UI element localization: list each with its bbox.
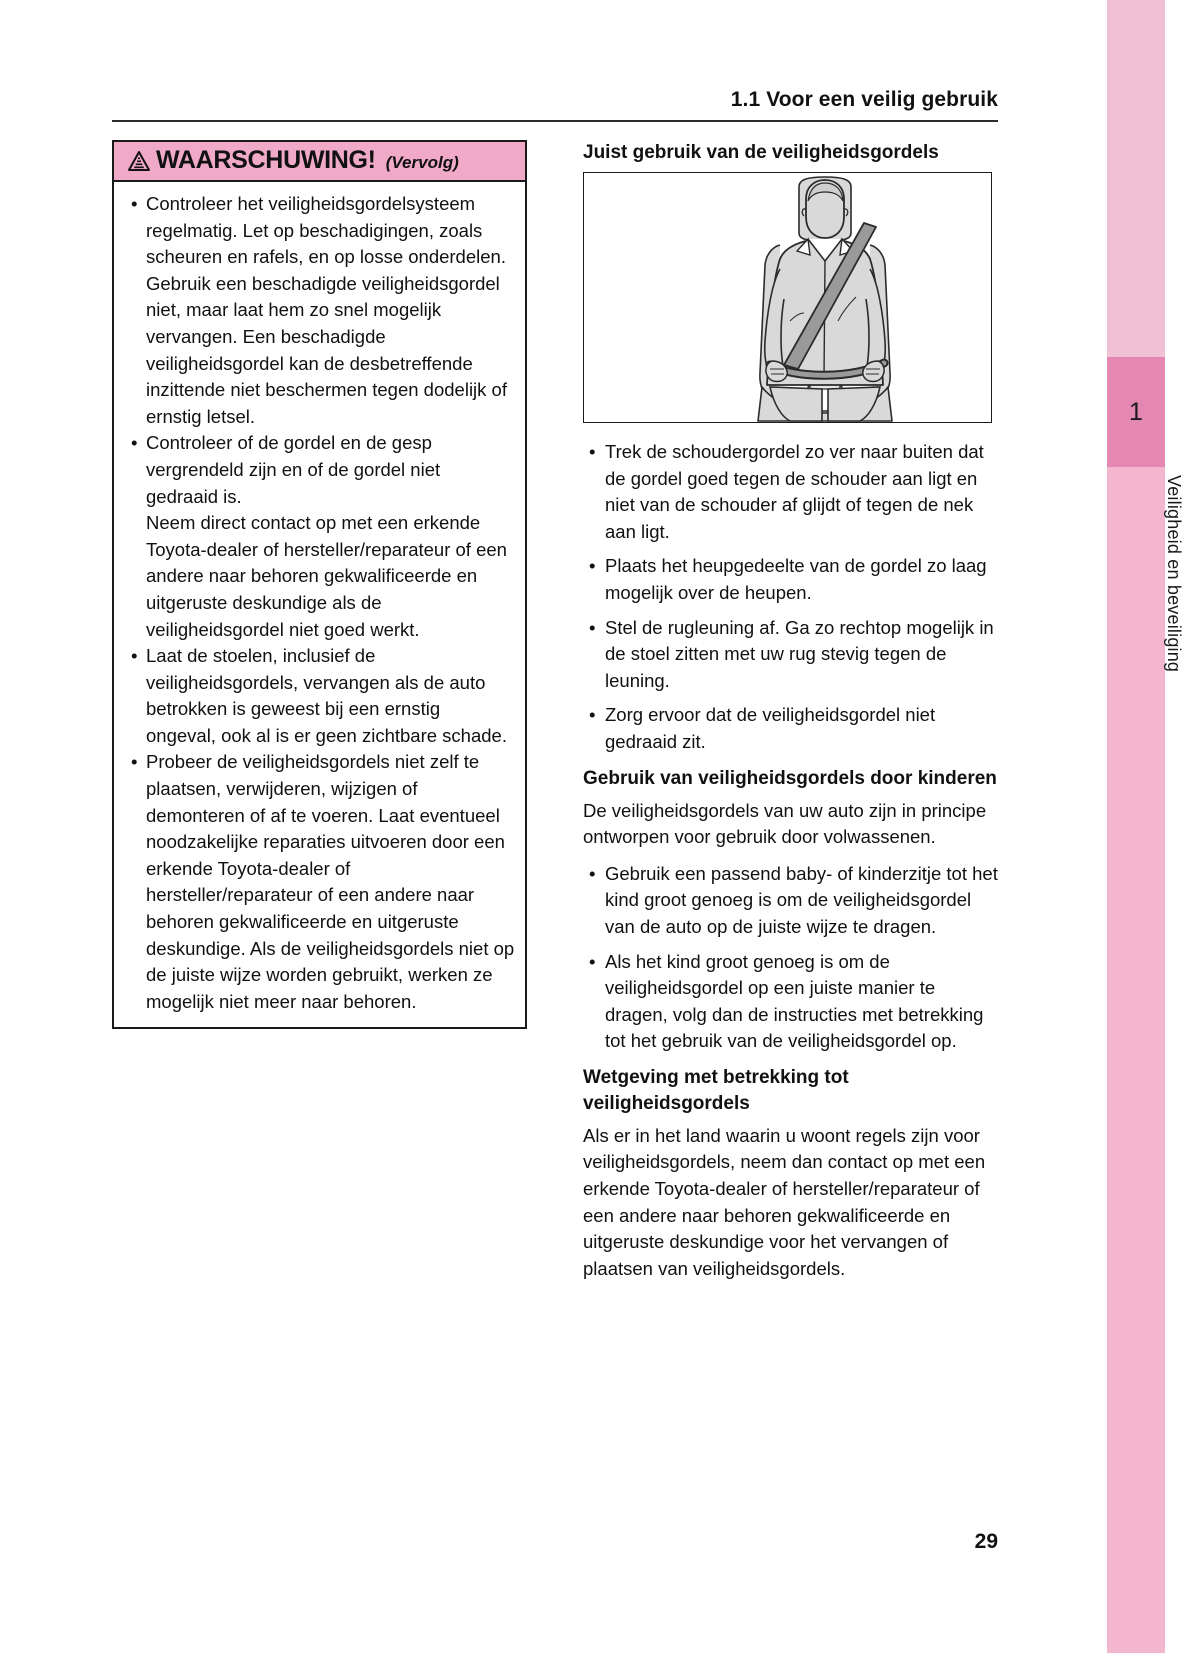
- children-intro-paragraph: De veiligheidsgordels van uw auto zijn in principe ontworpen voor gebruik door volwassenen.: [583, 799, 987, 848]
- list-item: [583, 949, 998, 1055]
- list-item-text: Zorg ervoor dat de veiligheidsgordel niet gedraaid zit.: [605, 704, 936, 752]
- warning-box-header: [114, 142, 525, 182]
- list-bullet-icon: •: [131, 193, 138, 214]
- warning-continued-label: (Vervolg): [385, 153, 459, 172]
- side-tab-chapter-number: [1107, 357, 1165, 467]
- chapter-side-tab: [1107, 0, 1184, 1653]
- list-bullet-icon: •: [589, 441, 596, 462]
- list-item-text: Gebruik een passend baby- of kinderzitje tot het kind groot genoeg is om de veiligheidsgordel van de auto op de juiste wijze te dragen.: [605, 862, 998, 937]
- warning-list-item: [124, 749, 515, 1015]
- header-divider: [112, 120, 998, 122]
- list-bullet-icon: •: [131, 645, 138, 667]
- heading-correct-use: Juist gebruik van de veiligheidsgordels: [583, 142, 939, 163]
- list-item-text: Stel de rugleuning af. Ga zo rechtop mogelijk in de stoel zitten met uw rug stevig tegen de leuning.: [605, 616, 994, 691]
- list-item: [583, 861, 998, 941]
- warning-triangle-icon: [128, 151, 150, 171]
- warning-list-item: [124, 191, 515, 430]
- warning-list-item-text: Laat de stoelen, inclusief de veiligheidsgordels, vervangen als de auto betrokken is geweest bij een ernstig ongeval, ook al is er geen zichtbare schade.: [146, 645, 507, 746]
- list-item: [583, 439, 998, 545]
- list-item: [583, 702, 998, 755]
- heading-children: Gebruik van veiligheidsgordels door kinderen: [583, 767, 997, 789]
- warning-list-item-text: Probeer de veiligheidsgordels niet zelf te plaatsen, verwijderen, wijzigen of demonteren of af te voeren. Laat eventueel noodzakelijke reparaties uitvoeren door een erkende Toyota-dealer of hersteller/reparateur of een andere naar behoren gekwalificeerde en uitgeruste deskundige. Als de veiligheidsgordels niet op de juiste wijze worden gebruikt, werken ze mogelijk niet meer naar behoren.: [146, 751, 515, 1012]
- side-tab-top-band: [1107, 0, 1165, 357]
- list-item: [583, 615, 998, 695]
- warning-item-list: [124, 191, 515, 1015]
- page-header: [112, 88, 998, 122]
- list-bullet-icon: •: [131, 751, 138, 773]
- list-bullet-icon: •: [589, 950, 596, 972]
- list-bullet-icon: •: [131, 432, 138, 454]
- children-usage-list: [583, 861, 998, 1055]
- warning-title: WAARSCHUWING!: [156, 146, 376, 174]
- list-item-text: Plaats het heupgedeelte van de gordel zo laag mogelijk over de heupen.: [605, 555, 987, 603]
- warning-list-item: [124, 510, 515, 643]
- right-column: [583, 140, 998, 1292]
- chapter-number-text: 1: [1129, 398, 1143, 426]
- warning-box: [112, 140, 527, 1029]
- heading-legislation: Wetgeving met betrekking tot veiligheidsgordels: [583, 1066, 849, 1114]
- warning-list-item-text: Controleer het veiligheidsgordelsysteem regelmatig. Let op beschadigingen, zoals scheuren en rafels, en op losse onderdelen. Gebruik een beschadigde veiligheidsgordel niet, maar laat hem zo snel mogelijk vervangen. Een beschadigde veiligheidsgordel kan de desbetreffende inzittende niet beschermen tegen dodelijk of ernstig letsel.: [146, 193, 507, 427]
- list-bullet-icon: •: [589, 862, 596, 884]
- list-item: [583, 553, 998, 606]
- list-item-text: Als het kind groot genoeg is om de veiligheidsgordel op een juiste manier te dragen, volg dan de instructies met betrekking tot het gebruik van de veiligheidsgordel op.: [605, 950, 984, 1052]
- list-item-text: Trek de schoudergordel zo ver naar buiten dat de gordel goed tegen de schouder aan ligt en niet van de schouder af glijdt of tegen de nek aan ligt.: [605, 441, 984, 542]
- warning-list-item: [124, 430, 515, 510]
- correct-use-list: [583, 439, 998, 756]
- list-bullet-icon: •: [589, 555, 596, 577]
- warning-list-item-text: Neem direct contact op met een erkende Toyota-dealer of hersteller/reparateur of een andere naar behoren gekwalificeerde en uitgeruste deskundige als de veiligheidsgordel niet goed werkt.: [146, 512, 507, 640]
- seatbelt-illustration: [583, 172, 992, 423]
- warning-list-item-text: Controleer of de gordel en de gesp vergrendeld zijn en of de gordel niet gedraaid is.: [146, 432, 441, 507]
- page-number: 29: [974, 1530, 998, 1553]
- page-title: 1.1 Voor een veilig gebruik: [730, 88, 998, 111]
- side-tab-chapter-label: [1107, 467, 1184, 1653]
- warning-list-item: [124, 643, 515, 749]
- legislation-paragraph: Als er in het land waarin u woont regels zijn voor veiligheidsgordels, neem dan contact op met een erkende Toyota-dealer of hersteller/reparateur of een andere naar behoren gekwalificeerde en uitgeruste deskundige voor het vervangen of plaatsen van veiligheidsgordels.: [583, 1124, 986, 1279]
- warning-box-body: [114, 182, 525, 1027]
- left-column: [112, 140, 527, 1029]
- list-bullet-icon: •: [589, 704, 596, 726]
- chapter-label-text: Veiligheid en beveiliging: [1164, 475, 1184, 673]
- list-bullet-icon: •: [589, 616, 596, 638]
